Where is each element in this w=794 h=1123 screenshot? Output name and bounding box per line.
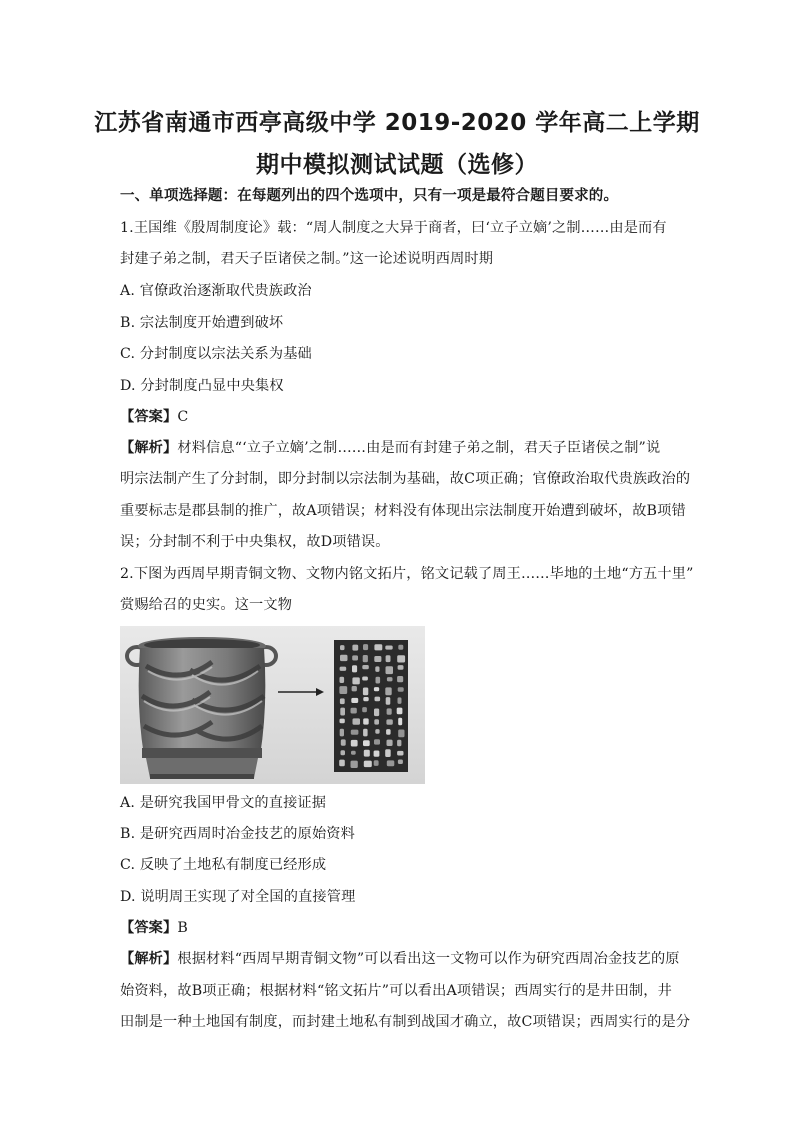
q1-stem-line2: 封建子弟之制，君天子臣诸侯之制。”这一论述说明西周时期 [120,251,494,267]
q1-option-a: A. 官僚政治逐渐取代贵族政治 [120,283,312,299]
rubbing-glyph-mark [397,708,403,715]
q1-answer [120,407,680,427]
rubbing-glyph-mark [352,686,357,691]
rubbing-glyph-mark [352,645,358,651]
rubbing-glyph-mark [387,760,395,766]
q1-analysis-line3: 重要标志是郡县制的推广，故A项错误；材料没有体现出宗法制度开始遭到破坏，故B项错 [120,503,686,519]
rubbing-glyph-mark [385,749,391,757]
rubbing-glyph-mark [340,667,347,671]
rubbing-glyph-mark [387,708,392,714]
rubbing-glyph-mark [351,740,358,747]
rubbing-glyph-mark [340,677,345,683]
rubbing-glyph-mark [363,718,369,724]
q1-analysis-label: 【解析】 [120,440,178,456]
rubbing-glyph-mark [339,760,345,767]
q1-analysis-line2: 明宗法制产生了分封制，即分封制以宗法制为基础，故C项正确；官僚政治取代贵族政治的 [120,471,691,487]
rubbing-glyph-mark [398,697,402,704]
q2-analysis-label: 【解析】 [120,951,178,967]
q2-analysis-line2: 始资料，故B项正确；根据材料“铭文拓片”可以看出A项错误；西周实行的是井田制，井 [120,983,672,999]
rubbing-glyph-mark [351,761,358,768]
q2-analysis-line3: 田制是一种土地国有制度，而封建土地私有制到战国才确立，故C项错误；西周实行的是分 [120,1014,691,1030]
rubbing-glyph-mark [375,697,381,702]
q2-answer-value: B [177,920,188,936]
rubbing-glyph-mark [351,730,359,735]
rubbing-glyph-mark [363,697,368,701]
q1-stem-line1: 1.王国维《殷周制度论》载：“周人制度之大异于商者，曰‘立子立嫡’之制……由是而有 [120,220,667,236]
rubbing-glyph-mark [363,688,368,696]
rubbing-glyph-mark [386,729,391,735]
q1-answer-value: C [177,409,189,425]
rubbing-glyph-mark [351,708,357,714]
q2-stem-line1: 2.下图为西周早期青铜文物、文物内铭文拓片，铭文记载了周王……毕地的土地“方五十里” [120,566,694,582]
rubbing-glyph-mark [352,655,358,660]
bronze-vessel-figure [120,626,425,784]
rubbing-glyph-mark [387,740,393,746]
rubbing-glyph-mark [341,750,346,755]
q1-option-b: B. 宗法制度开始遭到破坏 [120,315,284,331]
rubbing-glyph-mark [397,751,403,756]
q2-option-d: D. 说明周王实现了对全国的直接管理 [120,889,356,905]
rubbing-glyph-mark [374,739,380,744]
rubbing-glyph-mark [398,665,404,670]
rubbing-glyph-mark [341,739,346,745]
q2-option-c: C. 反映了土地私有制度已经形成 [120,857,327,873]
q2-analysis-text1: 根据材料“西周早期青铜文物”可以看出这一文物可以作为研究西周冶金技艺的原 [177,951,680,967]
rubbing-glyph-mark [340,645,345,650]
rubbing-glyph-mark [363,655,368,662]
rubbing-glyph-mark [351,751,356,755]
q2-stem-line2: 赏赐给召的史实。这一文物 [120,597,293,613]
rubbing-glyph-mark [340,729,344,737]
rubbing-glyph-mark [398,687,404,691]
rubbing-glyph-mark [386,655,391,662]
rubbing-glyph-mark [340,719,345,724]
q1-analysis-line1 [120,438,680,458]
rubbing-glyph-mark [398,730,404,738]
rubbing-glyph-mark [340,655,348,661]
rubbing-glyph-mark [363,740,370,746]
rubbing-glyph-mark [340,698,345,704]
rubbing-glyph-mark [352,677,359,684]
q1-answer-label: 【答案】 [120,409,178,425]
rubbing-glyph-mark [340,708,345,716]
rubbing-glyph-mark [351,698,358,703]
rubbing-glyph-mark [386,697,391,705]
document-title-line1: 江苏省南通市西亭高级中学 2019-2020 学年高二上学期 [94,110,700,136]
rubbing-glyph-mark [374,719,379,724]
rubbing-glyph-mark [375,729,379,734]
rubbing-glyph-mark [364,750,370,757]
section-heading: 一、单项选择题：在每题列出的四个选项中，只有一项是最符合题目要求的。 [120,188,619,204]
rubbing-glyph-mark [352,665,357,672]
rubbing-glyph-mark [387,677,393,681]
q1-analysis-text1: 材料信息“‘立子立嫡’之制……由是而有封建子弟之制，君天子臣诸侯之制”说 [177,440,661,456]
q2-answer [120,918,680,938]
rubbing-glyph-mark [374,709,379,717]
rubbing-glyph-mark [363,644,368,650]
rubbing-glyph-mark [374,656,381,662]
inscription-rubbing-image [334,640,408,772]
rubbing-glyph-mark [363,729,368,737]
rubbing-glyph-mark [374,751,380,757]
document-title-line2: 期中模拟测试试题（选修） [256,152,538,178]
rubbing-glyph-mark [362,707,367,712]
rubbing-glyph-mark [386,719,392,724]
q1-option-d: D. 分封制度凸显中央集权 [120,378,284,394]
rubbing-glyph-mark [385,646,392,650]
rubbing-glyph-mark [385,687,391,695]
rubbing-glyph-mark [376,677,381,684]
rubbing-glyph-mark [398,718,402,725]
rubbing-glyph-mark [353,718,361,724]
rubbing-glyph-mark [374,687,379,691]
q2-answer-label: 【答案】 [120,920,178,936]
rubbing-glyph-mark [398,760,403,765]
rubbing-glyph-mark [362,665,369,669]
rubbing-glyph-mark [362,677,368,681]
bronze-vessel-image [127,637,276,779]
rubbing-glyph-mark [397,655,405,662]
rubbing-glyph-mark [397,740,401,747]
rubbing-glyph-mark [374,644,382,650]
q2-option-a: A. 是研究我国甲骨文的直接证据 [120,795,327,811]
rubbing-glyph-mark [398,645,403,650]
rubbing-glyph-mark [375,666,379,672]
q1-analysis-line4: 误；分封制不利于中央集权，故D项错误。 [120,534,390,550]
q2-analysis-line1 [120,949,680,969]
q2-option-b: B. 是研究西周时冶金技艺的原始资料 [120,826,355,842]
rubbing-glyph-mark [339,686,347,694]
q1-option-c: C. 分封制度以宗法关系为基础 [120,346,312,362]
rubbing-glyph-mark [386,666,394,674]
rubbing-glyph-mark [364,761,372,768]
rubbing-glyph-mark [374,760,379,766]
rubbing-glyph-mark [397,676,403,682]
